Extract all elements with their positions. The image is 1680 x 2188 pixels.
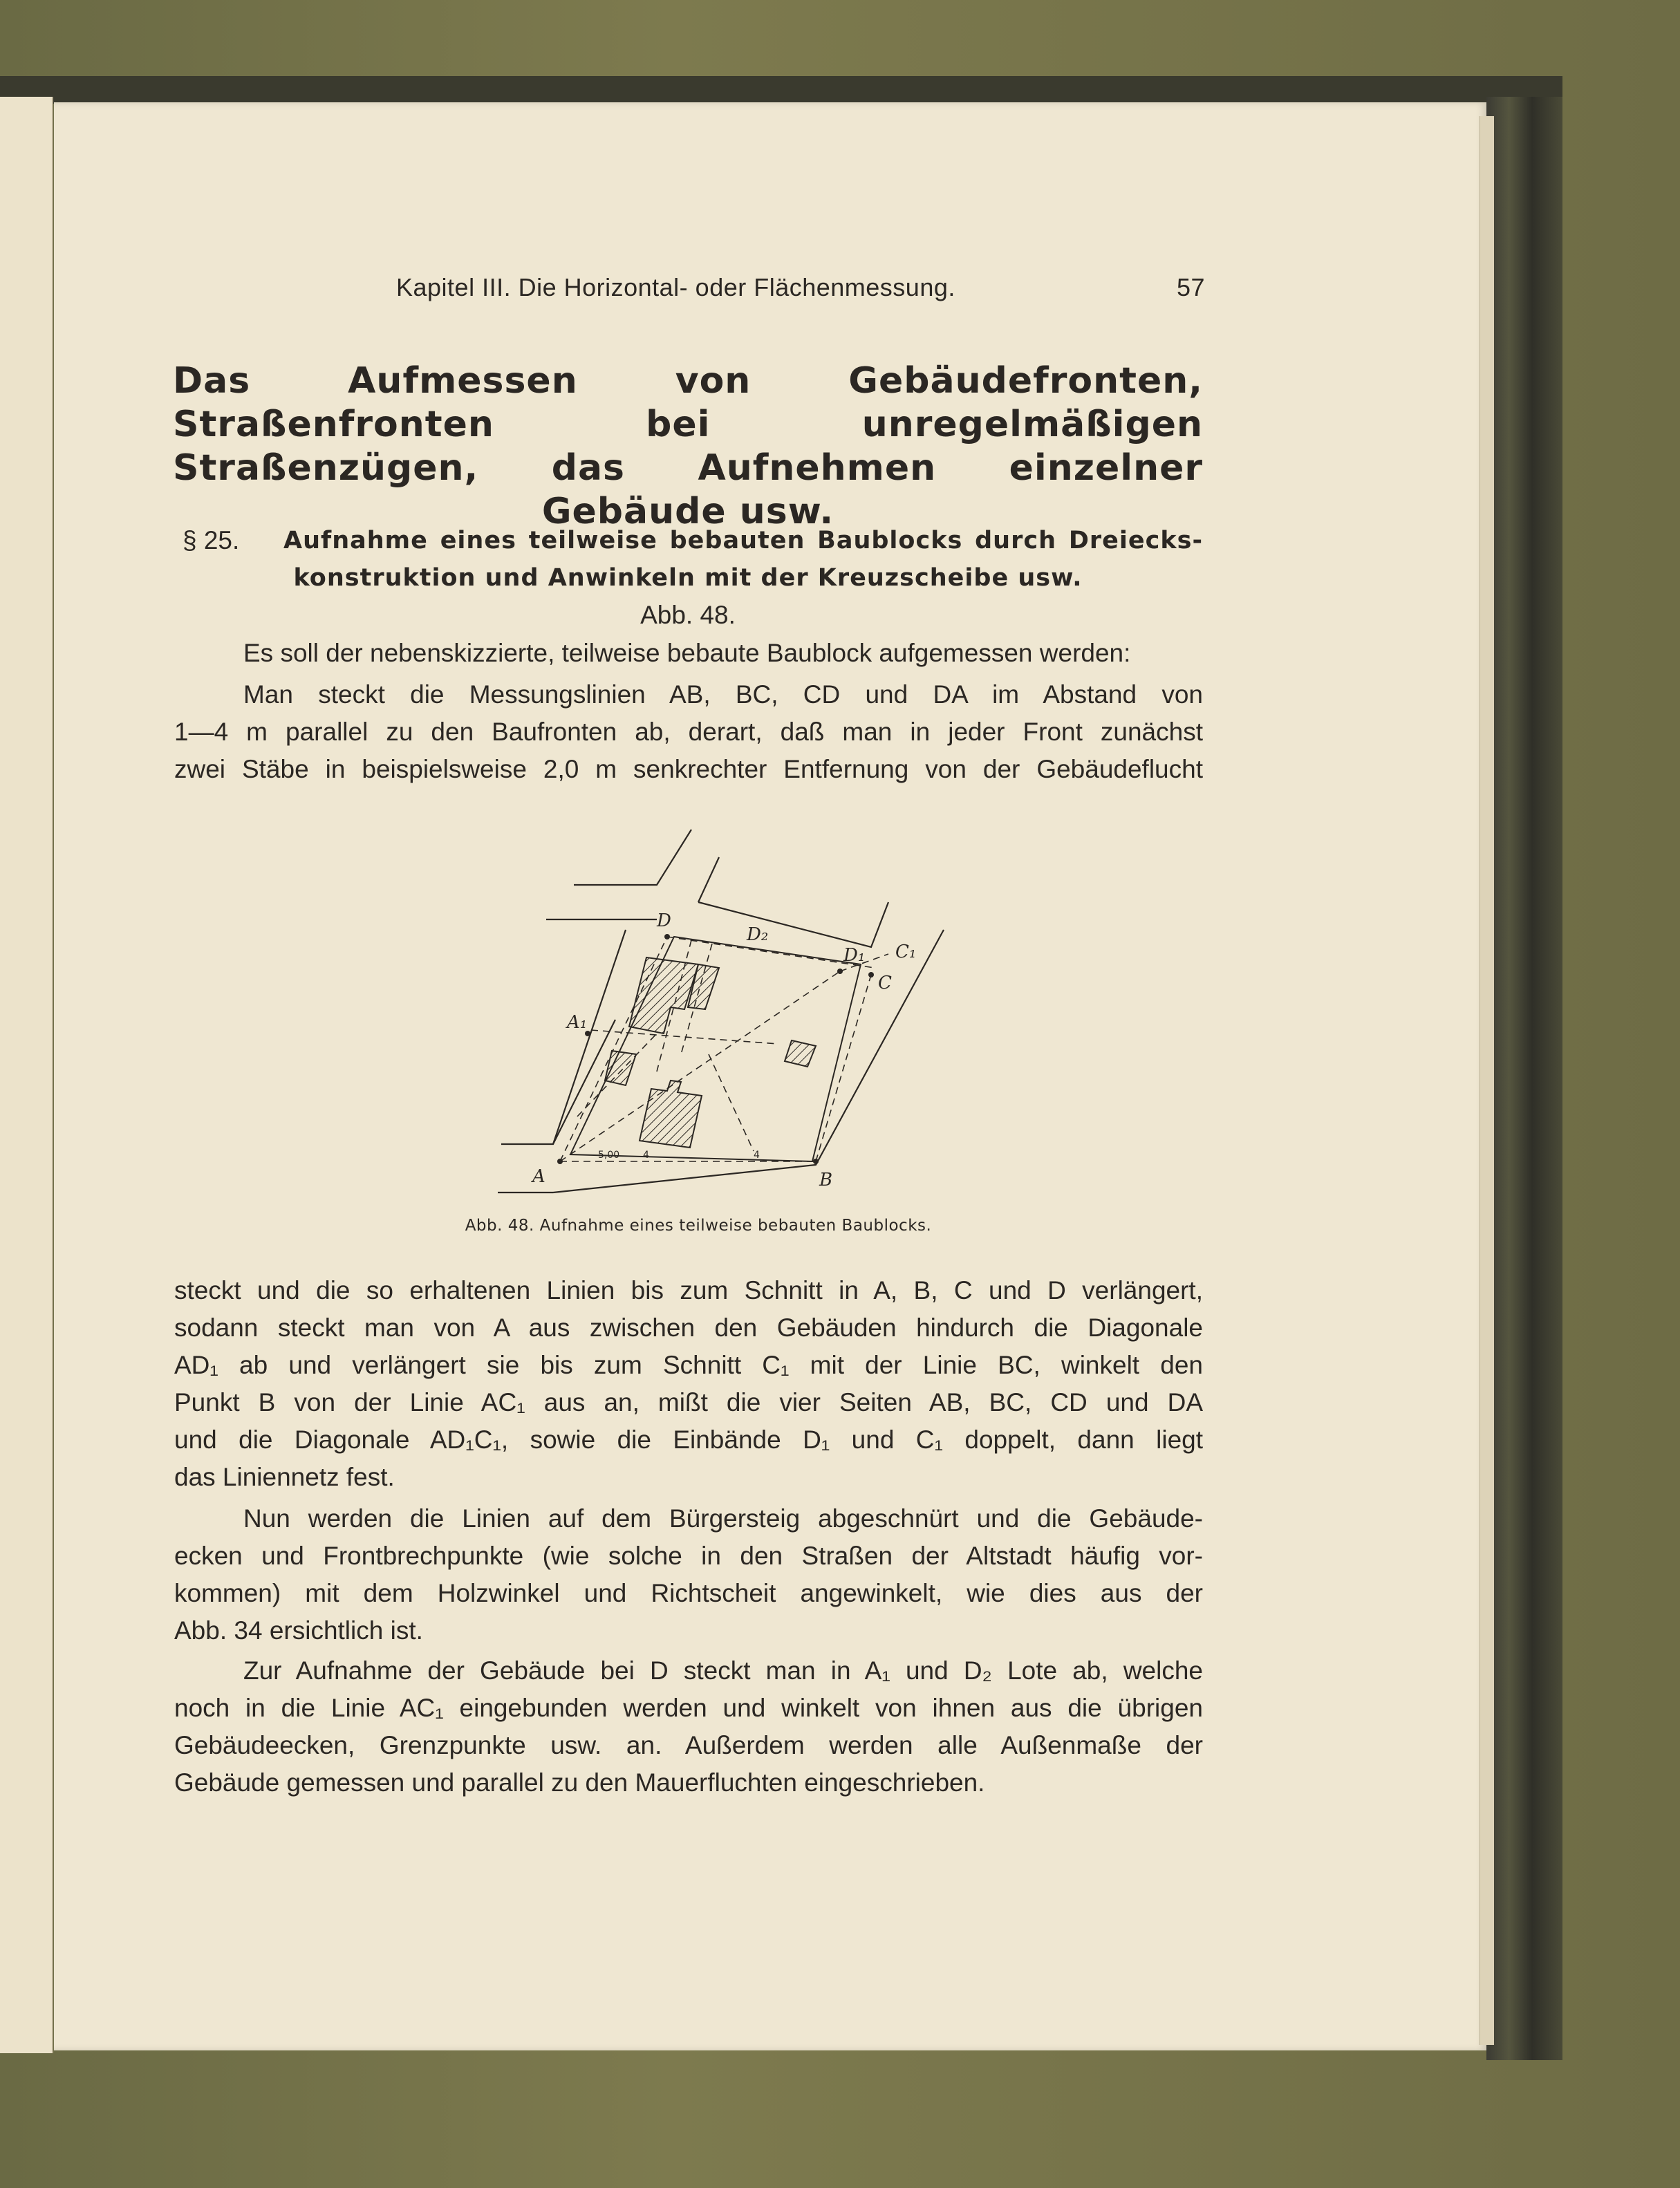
point-B	[813, 1159, 819, 1164]
section-title-line-2: konstruktion und Anwinkeln mit der Kreuzscheibe usw.	[293, 564, 1083, 592]
text-line: Abb. 34 ersichtlich ist.	[174, 1616, 423, 1645]
street-line	[553, 930, 626, 1144]
text-line: sodann steckt man von A aus zwischen den Gebäuden hindurch die Diagonale	[174, 1313, 1203, 1342]
label-C1: C₁	[895, 942, 917, 962]
text-line: Gebäude gemessen und parallel zu den Mauerfluchten eingeschrieben.	[174, 1768, 985, 1797]
running-head	[396, 273, 1205, 308]
text-line: noch in die Linie AC₁ eingebunden werden und winkelt von ihnen aus die übrigen	[174, 1694, 1203, 1722]
label-B: B	[819, 1170, 833, 1190]
street-line	[698, 902, 888, 947]
text-line: Es soll der nebenskizzierte, teilweise bebaute Baublock aufgemessen werden:	[243, 639, 1131, 667]
label-D2: D₂	[747, 924, 769, 945]
building-hatched	[605, 1051, 636, 1085]
building-hatched	[640, 1081, 702, 1148]
label-A: A	[532, 1166, 545, 1187]
book-binding-top	[0, 76, 1562, 104]
chapter-heading: Das Aufmessen von Gebäudefronten, Straßenfronten bei unregelmäßigen Straßenzügen, das Aufnehmen einzelner Gebäude usw.	[173, 360, 1203, 532]
building-hatched	[785, 1040, 816, 1067]
offset-line	[709, 1054, 754, 1151]
paragraph-3	[174, 1272, 1203, 1496]
measure-label: 5,00	[598, 1150, 620, 1161]
measure-label: 4	[754, 1150, 760, 1161]
page-stack-edge	[1480, 116, 1494, 2045]
text-line: Zur Aufnahme der Gebäude bei D steckt man in A₁ und D₂ Lote ab, welche	[243, 1656, 1203, 1685]
text-line: zwei Stäbe in beispielsweise 2,0 m senkrechter Entfernung von der Gebäudeflucht	[174, 755, 1203, 783]
street-line	[574, 830, 691, 885]
section-title-line-1: Aufnahme eines teilweise bebauten Baublocks durch Dreiecks-	[283, 527, 1203, 554]
text-line: steckt und die so erhaltenen Linien bis zum Schnitt in A, B, C und D verlängert,	[174, 1276, 1203, 1305]
text-line: und die Diagonale AD₁C₁, sowie die Einbände D₁ und C₁ doppelt, dann liegt	[174, 1425, 1203, 1454]
paragraph-1	[174, 635, 1203, 788]
label-C: C	[878, 973, 892, 993]
point-C	[868, 972, 874, 978]
paragraph-5	[174, 1652, 1203, 1802]
text-line: Gebäudeecken, Grenzpunkte usw. an. Außerdem werden alle Außenmaße der	[174, 1731, 1203, 1759]
paragraph-4	[174, 1500, 1203, 1649]
label-A1: A₁	[567, 1012, 588, 1033]
text-line: das Liniennetz fest.	[174, 1463, 395, 1491]
text-line: Punkt B von der Linie AC₁ aus an, mißt die vier Seiten AB, BC, CD und DA	[174, 1388, 1203, 1416]
street-line	[698, 857, 719, 902]
text-line: kommen) mit dem Holzwinkel und Richtscheit angewinkelt, wie dies aus der	[174, 1579, 1203, 1607]
figure-caption: Abb. 48. Aufnahme eines teilweise bebauten Baublocks.	[465, 1217, 932, 1235]
text-line: Nun werden die Linien auf dem Bürgersteig abgeschnürt und die Gebäude-	[243, 1504, 1203, 1533]
text-line: Man steckt die Messungslinien AB, BC, CD und DA im Abstand von	[243, 680, 1203, 709]
page-number: 57	[1176, 273, 1205, 301]
label-D: D	[657, 910, 671, 931]
measure-line-BC	[816, 975, 871, 1161]
survey-diagram	[429, 826, 968, 1213]
measure-label: 4	[643, 1150, 649, 1161]
label-D1: D₁	[843, 945, 866, 966]
text-line: ecken und Frontbrechpunkte (wie solche in den Straßen der Altstadt häufig vor-	[174, 1542, 1203, 1570]
point-D	[664, 934, 670, 939]
text-line: 1—4 m parallel zu den Baufronten ab, derart, daß man in jeder Front zunächst	[174, 718, 1203, 746]
text-line: AD₁ ab und verlängert sie bis zum Schnitt C₁ mit der Linie BC, winkelt den	[174, 1351, 1203, 1379]
previous-page-edge	[0, 97, 53, 2053]
section-number: § 25.	[183, 526, 240, 554]
book-cover-edge	[1486, 97, 1562, 2060]
section-figure-ref: Abb. 48.	[640, 601, 736, 629]
running-head-title: Kapitel III. Die Horizontal- oder Flächenmessung.	[396, 273, 955, 301]
point-D1	[837, 969, 843, 974]
building-hatched	[629, 957, 698, 1034]
point-A	[557, 1159, 563, 1164]
